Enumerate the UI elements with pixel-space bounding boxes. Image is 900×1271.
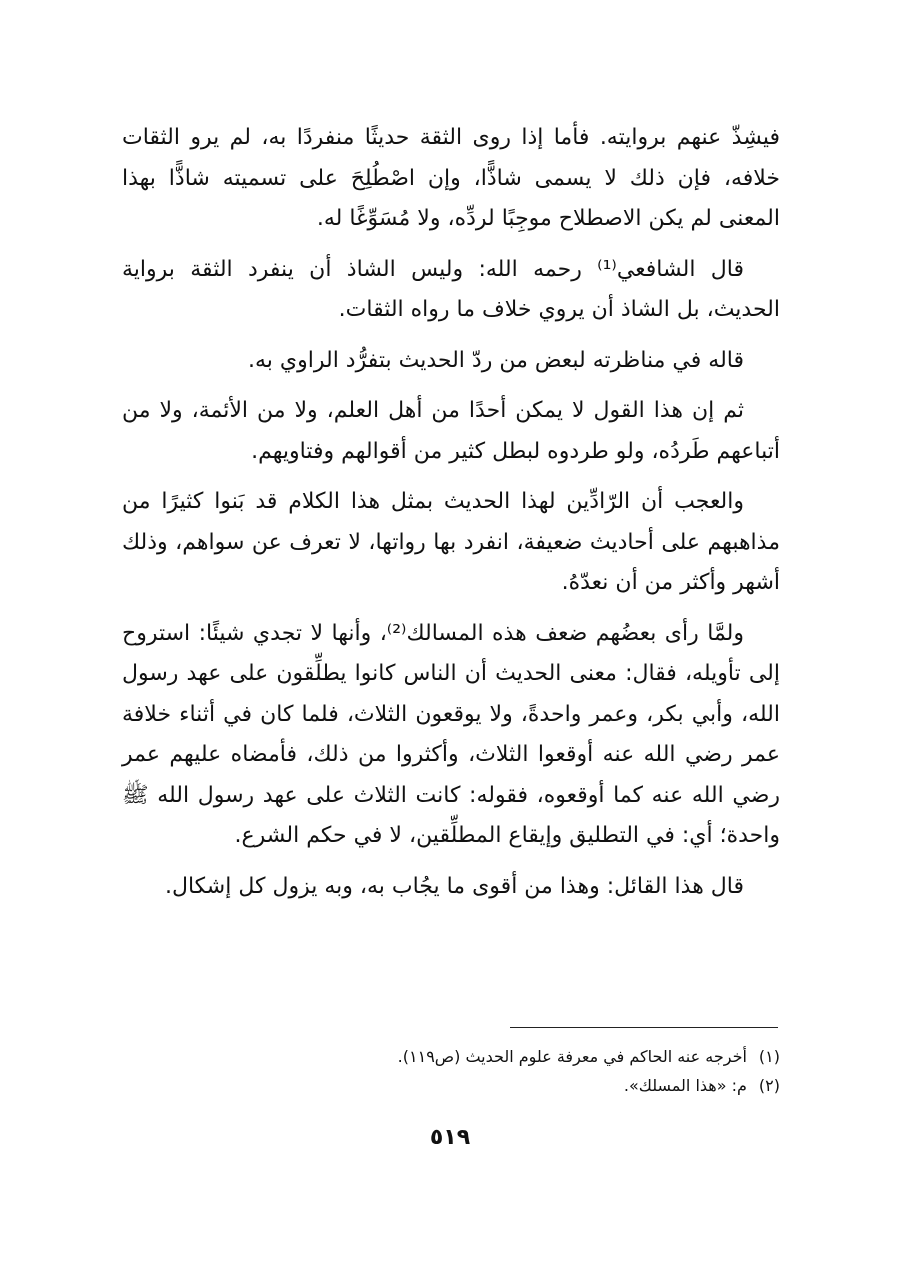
- paragraph-7: قال هذا القائل: وهذا من أقوى ما يجُاب به، وبه يزول كل إشكال.: [164, 873, 744, 899]
- footnote-1: [122, 1042, 780, 1071]
- footnote-divider: [510, 1027, 778, 1028]
- paragraph-4: ثم إن هذا القول لا يمكن أحدًا من أهل العلم، ولا من الأئمة، ولا من أتباعهم طَردُه، ولو طردوه لبطل كثير من أقوالهم وفتاويهم.: [122, 398, 780, 464]
- page-number: ٥١٩: [429, 1125, 471, 1150]
- footnotes: [122, 1042, 780, 1100]
- paragraph-2: قال الشافعي⁽¹⁾ رحمه الله: وليس الشاذ أن ينفرد الثقة برواية الحديث، بل الشاذ أن يروي خلاف ما رواه الثقات.: [122, 256, 780, 322]
- paragraph-5: والعجب أن الرّادِّين لهذا الحديث بمثل هذا الكلام قد بَنوا كثيرًا من مذاهبهم على أحاديث ضعيفة، انفرد بها رواتها، لا تعرف عن سواهم، وذلك أشهر وأكثر من أن نعدّهُ.: [122, 489, 780, 595]
- main-text: [122, 118, 780, 917]
- paragraph-3: قاله في مناظرته لبعض من ردّ الحديث بتفرُّد الراوي به.: [248, 347, 744, 373]
- footnote-number: (١): [758, 1047, 780, 1066]
- footnote-number: (٢): [758, 1076, 780, 1095]
- paragraph-1: فيشِذّ عنهم بروايته. فأما إذا روى الثقة حديثًا منفردًا به، لم يرو الثقات خلافه، فإن ذلك لا يسمى شاذًّا، وإن اصْطُلِحَ على تسميته شاذًّا بهذا المعنى لم يكن الاصطلاح موجِبًا لردِّه، ولا مُسَوِّغًا له.: [122, 125, 780, 231]
- footnote-text: م: «هذا المسلك».: [623, 1076, 747, 1095]
- footnote-text: أخرجه عنه الحاكم في معرفة علوم الحديث (ص١١٩).: [397, 1047, 747, 1066]
- paragraph-6: ولمَّا رأى بعضُهم ضعف هذه المسالك⁽²⁾، وأنها لا تجدي شيئًا: استروح إلى تأويله، فقال: معنى الحديث أن الناس كانوا يطلِّقون على عهد رسول الله، وأبي بكر، وعمر واحدةً، ولا يوقعون الثلاث، فلما كان في أثناء خلافة عمر رضي الله عنه أوقعوا الثلاث، وأكثروا من ذلك، فأمضاه عليهم عمر رضي الله عنه كما أوقعوه، فقوله: كانت الثلاث على عهد رسول الله ﷺ واحدة؛ أي: في التطليق وإيقاع المطلِّقين، لا في حكم الشرع.: [122, 620, 780, 848]
- footnote-2: [122, 1071, 780, 1100]
